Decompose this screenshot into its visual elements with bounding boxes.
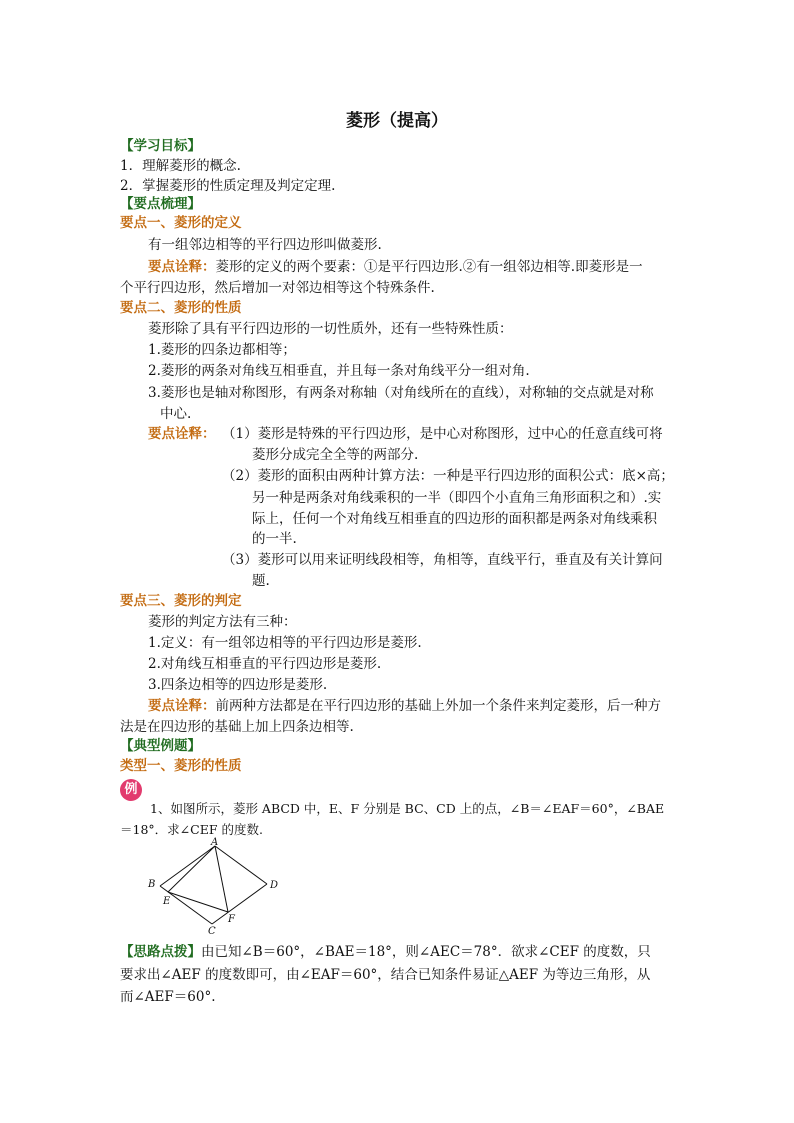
segment-AE [168,846,215,892]
segment-EF [168,892,228,912]
type1-header: 类型一、菱形的性质 [120,758,242,774]
point2-header: 要点二、菱形的性质 [120,300,242,316]
note-text: 菱形的定义的两个要素：①是平行四边形.②有一组邻边相等.即菱形是一 [215,259,643,275]
point3-note-line [148,697,661,716]
segment-AF [215,846,228,912]
point3-item: 2.对角线互相垂直的平行四边形是菱形. [148,656,382,672]
hint-line [120,943,651,962]
label-C: C [208,926,216,936]
point2-item: 3.菱形也是轴对称图形，有两条对称轴（对角线所在的直线），对称轴的交点就是对称 [148,385,654,401]
point1-note-cont: 个平行四边形，然后增加一对邻边相等这个特殊条件. [120,280,435,296]
goal-item: 2．掌握菱形的性质定理及判定定理. [120,178,336,194]
point1-header: 要点一、菱形的定义 [120,215,242,231]
note-label: 要点诠释： [148,426,216,442]
label-E: E [163,896,171,907]
hint-text: 由已知∠B＝60°，∠BAE＝18°，则∠AEC＝78°．欲求∠CEF 的度数，只 [201,944,651,960]
hint-label: 【思路点拨】 [120,944,201,960]
point1-note-line [148,258,643,277]
hint-text-cont: 而∠AEF＝60°. [120,989,216,1005]
side-CD [212,884,267,924]
page-title: 菱形（提高） [346,111,448,131]
point2-note: （1）菱形是特殊的平行四边形，是中心对称图形，过中心的任意直线可将 [222,426,663,442]
point2-item: 2.菱形的两条对角线互相垂直，并且每一条对角线平分一组对角. [148,363,530,379]
label-A: A [211,837,219,848]
point1-definition: 有一组邻边相等的平行四边形叫做菱形. [148,237,382,253]
point3-item: 3.四条边相等的四边形是菱形. [148,677,328,693]
note-label: 要点诠释： [148,259,216,275]
point2-note-cont: 菱形分成完全全等的两部分. [252,447,419,463]
label-D: D [270,880,279,891]
point2-note-cont: 另一种是两条对角线乘积的一半（即四个小直角三角形面积之和）.实 [252,490,662,506]
example-text-cont: ＝18°．求∠CEF 的度数. [120,822,263,837]
example-text: 1、如图所示，菱形 ABCD 中，E、F 分别是 BC、CD 上的点，∠B＝∠EAF＝60°，∠BAE [150,801,665,816]
note-text: 前两种方法都是在平行四边形的基础上外加一个条件来判定菱形，后一种方 [215,698,661,714]
point2-note-cont: 际上，任何一个对角线互相垂直的四边形的面积都是两条对角线乘积 [252,511,657,527]
point3-item: 1.定义：有一组邻边相等的平行四边形是菱形. [148,635,422,651]
point2-note: （3）菱形可以用来证明线段相等，角相等，直线平行，垂直及有关计算问 [222,552,663,568]
point2-intro: 菱形除了具有平行四边形的一切性质外，还有一些特殊性质： [148,321,513,337]
point2-item-cont: 中心. [160,406,192,422]
point3-note-cont: 法是在四边形的基础上加上四条边相等. [120,719,354,735]
point2-note-cont: 题. [252,573,270,589]
section-header-goals: 【学习目标】 [120,138,201,154]
side-AD [215,846,267,884]
note-label: 要点诠释： [148,698,216,714]
label-F: F [228,914,235,925]
point2-item: 1.菱形的四条边都相等； [148,342,296,358]
point3-header: 要点三、菱形的判定 [120,593,242,609]
section-header-points: 【要点梳理】 [120,196,201,212]
example-badge: 例 [120,779,142,801]
point3-intro: 菱形的判定方法有三种： [148,614,297,630]
hint-text-cont: 要求出∠AEF 的度数即可，由∠EAF＝60°，结合已知条件易证△AEF 为等边三角形，从 [120,967,651,983]
goal-item: 1．理解菱形的概念. [120,158,241,174]
rhombus-figure [140,836,285,936]
side-AB [160,846,215,886]
label-B: B [148,879,156,890]
point2-note-cont: 的一半. [252,531,297,547]
section-header-examples: 【典型例题】 [120,738,201,754]
point2-note: （2）菱形的面积由两种计算方法：一种是平行四边形的面积公式：底×高； [222,468,674,484]
